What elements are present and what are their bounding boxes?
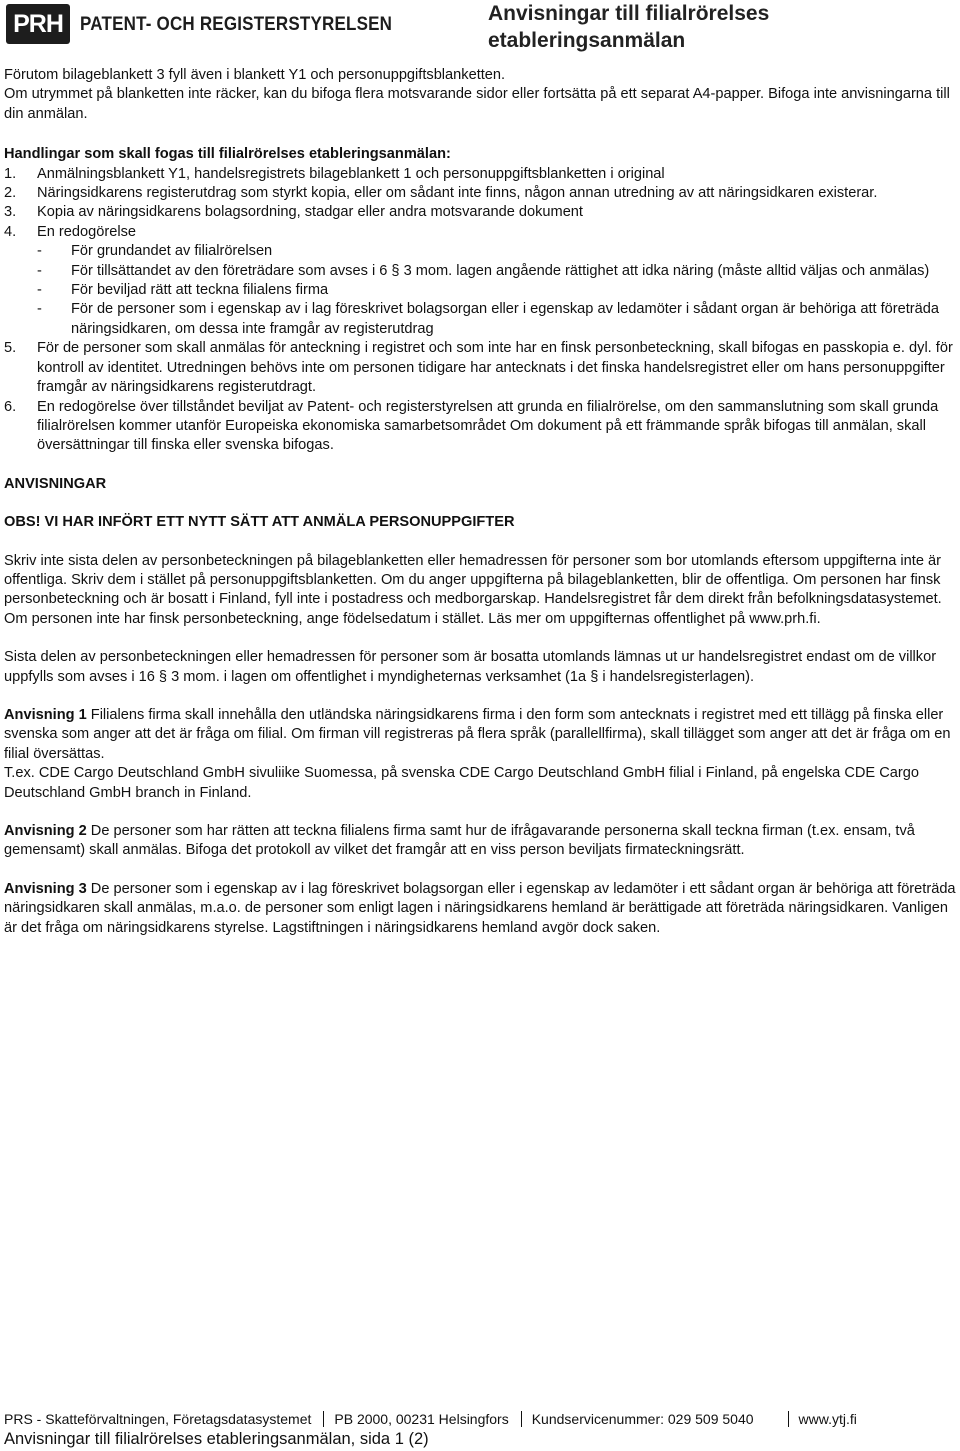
anvisning-2: [4, 822, 956, 861]
list-item: [4, 398, 956, 456]
sub-list-dash: -: [37, 301, 42, 318]
list-item-text: Kopia av näringsidkarens bolagsordning, stadgar eller andra motsvarande dokument: [37, 204, 583, 221]
intro-line1: Förutom bilageblankett 3 fyll även i blankett Y1 och personuppgiftsblanketten.: [4, 67, 506, 83]
anvisning-1-text: Filialens firma skall innehålla den utländska näringsidkarens firma i den form som antecknats i registret med ett tillägg på finska eller svenska som anger att det är fråga om filial. Om firman vill registreras på flera språk (parallellfirma), skall tillägget som anger att det är fråga om en filial översättas.: [4, 706, 951, 762]
footer-address: PB 2000, 00231 Helsingfors: [334, 1411, 509, 1427]
document-title-line2: etableringsanmälan: [488, 29, 686, 52]
disclosure-paragraph: Sista delen av personbeteckningen eller hemadressen för personer som är bosatta utomlands lämnas ut ur handelsregistret endast om de villkor uppfylls som avses i 16 § 3 mom. i lagen om offentlighet i myndigheternas verksamhet (1a § i handelsregisterlagen).: [4, 649, 937, 685]
list-item-number: 6.: [4, 398, 17, 415]
list-item: [4, 339, 956, 397]
document-title: [488, 0, 769, 54]
sub-list-dash: -: [37, 243, 42, 260]
list-item: [4, 203, 956, 222]
list-item-text: Anmälningsblankett Y1, handelsregistrets bilageblankett 1 och personuppgiftsblanketten i original: [37, 165, 665, 182]
list-item: [4, 184, 956, 203]
list-item-text: För de personer som skall anmälas för anteckning i registret och som inte har en finsk personbeteckning, skall bifogas en passkopia e. dyl. för kontroll av identitet. Utredningen behövs inte om personen tidigare har antecknats i det finska handelsregistret eller om hans personuppgifter framgår av näringsidkarens registerutdragt.: [37, 340, 953, 396]
anvisning-2-text: De personer som har rätten att teckna filialens firma samt hur de ifrågavarande personerna skall teckna firman (t.ex. ensam, två gemensamt) skall anmälas. Bifoga det protokoll av vilket det framgår att en viss person beviljats firmateckningsrätt.: [4, 823, 915, 859]
list-item-number: 1.: [4, 165, 17, 182]
obs-heading: OBS! VI HAR INFÖRT ETT NYTT SÄTT ATT ANMÄLA PERSONUPPGIFTER: [4, 514, 515, 531]
footer-page-info: Anvisningar till filialrörelses etableringsanmälan, sida 1 (2): [4, 1430, 429, 1448]
footer-website-link[interactable]: www.ytj.fi: [798, 1411, 857, 1427]
intro-line2: Om utrymmet på blanketten inte räcker, kan du bifoga flera motsvarande sidor eller fortsätta på ett separat A4-papper. Bifoga inte anvisningarna till din anmälan.: [4, 86, 950, 122]
prh-logo-mark: PRH: [6, 4, 70, 44]
page-footer: [4, 1410, 956, 1450]
list-item: [4, 223, 956, 242]
document-title-line1: Anvisningar till filialrörelses: [488, 2, 770, 25]
page-content: [4, 66, 956, 938]
prh-logo-text: PATENT- OCH REGISTERSTYRELSEN: [80, 12, 393, 35]
anvisning-2-label: Anvisning 2: [4, 823, 87, 839]
anvisning-3-label: Anvisning 3: [4, 880, 87, 897]
footer-phone: Kundservicenummer: 029 509 5040: [531, 1411, 754, 1427]
footer-organization: PRS - Skatteförvaltningen, Företagsdatasystemet: [4, 1411, 312, 1427]
list-item: [4, 165, 956, 184]
list-item-number: 2.: [4, 185, 17, 202]
page-header: [0, 0, 960, 60]
footer-separator: [788, 1411, 789, 1427]
anvisningar-heading: ANVISNINGAR: [4, 475, 107, 492]
personal-data-paragraph: Skriv inte sista delen av personbeteckningen på bilageblanketten eller hemadressen för personer som bor utomlands eftersom uppgifterna inte är offentliga. Skriv dem i stället på personuppgiftsblanketten. Om du anger uppgifterna på bilageblanketten, blir de offentliga. Om personen har finsk personbeteckning och är bosatt i Finland, fyll inte i postadress och medborgarskap. Handelsregistret får dem direkt från befolkningsdatasystemet. Om personen inte har finsk personbeteckning, ange födelsedatum i stället. Läs mer om uppgifternas offentlighet på www.prh.fi.: [4, 552, 942, 627]
anvisning-3: [4, 880, 956, 938]
documents-list: [4, 165, 956, 456]
list-item-number: 3.: [4, 204, 17, 221]
list-item-number: 5.: [4, 340, 17, 357]
anvisning-1-example: T.ex. CDE Cargo Deutschland GmbH sivuliike Suomessa, på svenska CDE Cargo Deutschland GmbH filial i Finland, på engelska CDE Cargo Deutschland GmbH branch in Finland.: [4, 765, 919, 801]
sub-list-item: [4, 242, 956, 261]
list-item-text: En redogörelse över tillståndet beviljat av Patent- och registerstyrelsen att grunda en filialrörelse, om den sammanslutning som skall grunda filialrörelsen kommer utanför Europeiska ekonomiska samarbetsområdet Om dokument på ett främmande språk bifogas till anmälan, skall översättningar till finska eller svenska bifogas.: [37, 398, 939, 454]
anvisning-3-text: De personer som i egenskap av i lag föreskrivet bolagsorgan eller i egenskap av ledamöter i ett sådant organ är behöriga att företräda näringsidkaren skall anmälas, m.a.o. de personer som enligt lagen i näringsidkarens hemland är berättigade att företräda näringsidkaren. Vanligen är det fråga om näringsidkarens styrelse. Lagstiftningen i näringsidkarens hemland avgör dock saken.: [4, 880, 956, 936]
sub-list-text: För de personer som i egenskap av i lag föreskrivet bolagsorgan eller i egenskap av ledamöter i sådant organ är behöriga att företräda näringsidkaren, om dessa inte framgår av registerutdrag: [71, 301, 940, 337]
footer-separator: [323, 1411, 324, 1427]
sub-list-text: För tillsättandet av den företrädare som avses i 6 § 3 mom. lagen angående rättighet att idka näring (måste alltid väljas och anmälas): [71, 262, 930, 279]
list-item-text: En redogörelse: [37, 223, 136, 240]
footer-separator: [521, 1411, 522, 1427]
documents-heading: Handlingar som skall fogas till filialrörelses etableringsanmälan:: [4, 146, 451, 163]
sub-list-item: [4, 262, 956, 281]
list-item-number: 4.: [4, 223, 17, 240]
sub-list-dash: -: [37, 262, 42, 279]
sub-list-item: [4, 281, 956, 300]
sub-list-text: För beviljad rätt att teckna filialens firma: [71, 282, 329, 299]
anvisning-1-label: Anvisning 1: [4, 706, 87, 723]
anvisning-1: [4, 706, 956, 764]
sub-list-text: För grundandet av filialrörelsen: [71, 243, 273, 260]
footer-contact-row: [4, 1410, 956, 1428]
sub-list-dash: -: [37, 282, 42, 299]
sub-list-item: [4, 300, 956, 339]
list-item-text: Näringsidkarens registerutdrag som styrkt kopia, eller om sådant inte finns, någon annan utredning av att näringsidkaren existerar.: [37, 185, 878, 202]
prh-logo: [6, 4, 392, 44]
